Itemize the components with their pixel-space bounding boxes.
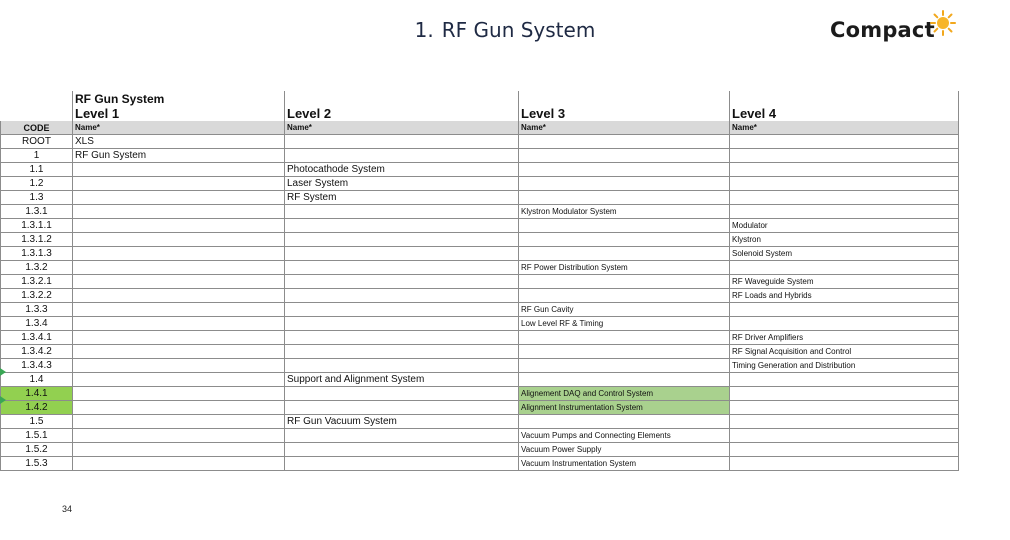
wbs-name-cell-l3	[519, 191, 730, 205]
table-row	[1, 401, 959, 415]
wbs-name-cell-l4	[730, 415, 959, 429]
wbs-name-cell-l2	[285, 149, 519, 163]
table-row	[1, 135, 959, 149]
wbs-name-cell-l1	[73, 373, 285, 387]
wbs-name-cell-l1	[73, 415, 285, 429]
wbs-name-cell-l2	[285, 233, 519, 247]
wbs-name-cell-l1	[73, 205, 285, 219]
wbs-name-cell-l4	[730, 261, 959, 275]
wbs-name-cell-l4	[730, 373, 959, 387]
wbs-code-cell: 1.3.4.2	[1, 345, 73, 359]
wbs-code-cell: 1.3.4	[1, 317, 73, 331]
table-row	[1, 177, 959, 191]
wbs-name-cell-l1	[73, 359, 285, 373]
name-header-level-3: Name*	[519, 121, 730, 135]
table-row	[1, 233, 959, 247]
wbs-name-cell-l2	[285, 387, 519, 401]
wbs-name-cell-l2	[285, 401, 519, 415]
wbs-code-cell: 1.4.2	[1, 401, 73, 415]
code-header: CODE	[1, 121, 73, 135]
wbs-name-cell-l2	[285, 219, 519, 233]
wbs-name-cell-l4: RF Waveguide System	[730, 275, 959, 289]
wbs-code-cell: 1.4	[1, 373, 73, 387]
wbs-name-cell-l3	[519, 135, 730, 149]
wbs-name-cell-l3	[519, 289, 730, 303]
table-row	[1, 443, 959, 457]
wbs-name-cell-l3: Alignement DAQ and Control System	[519, 387, 730, 401]
wbs-name-cell-l3	[519, 275, 730, 289]
wbs-name-cell-l4	[730, 429, 959, 443]
wbs-code-cell: 1.3.1.3	[1, 247, 73, 261]
wbs-code-cell: 1.1	[1, 163, 73, 177]
wbs-name-cell-l1	[73, 177, 285, 191]
wbs-code-cell: 1.3.2.1	[1, 275, 73, 289]
wbs-name-cell-l3	[519, 163, 730, 177]
wbs-name-cell-l4	[730, 163, 959, 177]
table-row	[1, 191, 959, 205]
table-row	[1, 373, 959, 387]
wbs-name-cell-l3: Vacuum Power Supply	[519, 443, 730, 457]
wbs-name-cell-l2	[285, 443, 519, 457]
wbs-name-cell-l1	[73, 163, 285, 177]
wbs-name-cell-l2	[285, 359, 519, 373]
system-title-row	[1, 91, 959, 106]
wbs-name-cell-l3	[519, 247, 730, 261]
wbs-name-cell-l4	[730, 205, 959, 219]
wbs-name-cell-l2: Support and Alignment System	[285, 373, 519, 387]
wbs-name-cell-l2	[285, 317, 519, 331]
wbs-code-cell: 1.3.1.1	[1, 219, 73, 233]
wbs-name-cell-l1	[73, 261, 285, 275]
table-row	[1, 247, 959, 261]
table-row	[1, 289, 959, 303]
wbs-name-cell-l4	[730, 191, 959, 205]
wbs-name-cell-l1: XLS	[73, 135, 285, 149]
wbs-name-cell-l1	[73, 345, 285, 359]
name-header-level-1: Name*	[73, 121, 285, 135]
wbs-name-cell-l1	[73, 247, 285, 261]
wbs-name-cell-l1	[73, 387, 285, 401]
table-row	[1, 457, 959, 471]
wbs-name-cell-l3	[519, 219, 730, 233]
wbs-name-cell-l4	[730, 443, 959, 457]
wbs-name-cell-l3	[519, 415, 730, 429]
wbs-name-cell-l2	[285, 205, 519, 219]
wbs-name-cell-l1	[73, 219, 285, 233]
table-row	[1, 429, 959, 443]
wbs-spreadsheet	[0, 91, 958, 469]
wbs-name-cell-l2	[285, 457, 519, 471]
table-row	[1, 205, 959, 219]
wbs-name-cell-l1	[73, 443, 285, 457]
wbs-name-cell-l4	[730, 149, 959, 163]
wbs-name-cell-l3: RF Gun Cavity	[519, 303, 730, 317]
wbs-name-cell-l2	[285, 261, 519, 275]
table-row	[1, 331, 959, 345]
wbs-code-cell: 1.3.4.3	[1, 359, 73, 373]
wbs-name-cell-l3	[519, 345, 730, 359]
wbs-name-cell-l3: Alignment Instrumentation System	[519, 401, 730, 415]
wbs-code-cell: 1.2	[1, 177, 73, 191]
wbs-code-cell: 1.5.3	[1, 457, 73, 471]
slide-title-number: 1.	[414, 18, 434, 42]
wbs-code-cell: 1.3.1	[1, 205, 73, 219]
wbs-name-cell-l1	[73, 429, 285, 443]
wbs-name-cell-l2: RF System	[285, 191, 519, 205]
field-header-row	[1, 121, 959, 135]
wbs-name-cell-l1	[73, 233, 285, 247]
wbs-code-cell: 1.3.2.2	[1, 289, 73, 303]
level-2-header: Level 2	[285, 106, 519, 121]
wbs-name-cell-l3: Vacuum Pumps and Connecting Elements	[519, 429, 730, 443]
wbs-name-cell-l3: Low Level RF & Timing	[519, 317, 730, 331]
wbs-code-cell: 1.3.4.1	[1, 331, 73, 345]
wbs-code-cell: 1.3.1.2	[1, 233, 73, 247]
wbs-name-cell-l4: RF Signal Acquisition and Control	[730, 345, 959, 359]
wbs-name-cell-l3	[519, 373, 730, 387]
wbs-name-cell-l2	[285, 429, 519, 443]
wbs-name-cell-l2: RF Gun Vacuum System	[285, 415, 519, 429]
wbs-name-cell-l3	[519, 359, 730, 373]
wbs-name-cell-l4: RF Driver Amplifiers	[730, 331, 959, 345]
wbs-name-cell-l1	[73, 457, 285, 471]
table-row	[1, 219, 959, 233]
wbs-code-cell: 1.3.2	[1, 261, 73, 275]
name-header-level-4: Name*	[730, 121, 959, 135]
compact-logo	[830, 10, 956, 46]
table-row	[1, 303, 959, 317]
wbs-code-cell: 1.5	[1, 415, 73, 429]
wbs-name-cell-l3: Klystron Modulator System	[519, 205, 730, 219]
table-row	[1, 359, 959, 373]
table-row	[1, 345, 959, 359]
wbs-name-cell-l3: Vacuum Instrumentation System	[519, 457, 730, 471]
level-3-header: Level 3	[519, 106, 730, 121]
wbs-name-cell-l2	[285, 345, 519, 359]
level-4-header: Level 4	[730, 106, 959, 121]
wbs-name-cell-l2: Photocathode System	[285, 163, 519, 177]
wbs-name-cell-l1	[73, 275, 285, 289]
wbs-name-cell-l4: Modulator	[730, 219, 959, 233]
wbs-name-cell-l4	[730, 387, 959, 401]
logo-text: Compact	[830, 18, 935, 42]
table-row	[1, 149, 959, 163]
wbs-code-cell: 1.5.2	[1, 443, 73, 457]
wbs-name-cell-l2: Laser System	[285, 177, 519, 191]
table-row	[1, 387, 959, 401]
level-1-header: Level 1	[73, 106, 285, 121]
slide-title-text: RF Gun System	[441, 18, 596, 42]
table-row	[1, 261, 959, 275]
wbs-name-cell-l1	[73, 401, 285, 415]
wbs-name-cell-l2	[285, 331, 519, 345]
table-row	[1, 163, 959, 177]
table-row	[1, 317, 959, 331]
wbs-name-cell-l3: RF Power Distribution System	[519, 261, 730, 275]
wbs-code-cell: 1.4.1	[1, 387, 73, 401]
sun-icon	[930, 10, 956, 36]
wbs-name-cell-l1	[73, 303, 285, 317]
row-marker-icon	[0, 396, 6, 404]
wbs-code-cell: 1.3	[1, 191, 73, 205]
wbs-name-cell-l1	[73, 317, 285, 331]
wbs-name-cell-l4	[730, 401, 959, 415]
wbs-name-cell-l2	[285, 303, 519, 317]
wbs-table	[0, 91, 959, 471]
wbs-name-cell-l4	[730, 177, 959, 191]
wbs-name-cell-l4	[730, 457, 959, 471]
wbs-name-cell-l4: Timing Generation and Distribution	[730, 359, 959, 373]
table-row	[1, 275, 959, 289]
wbs-name-cell-l4	[730, 303, 959, 317]
wbs-name-cell-l3	[519, 177, 730, 191]
wbs-name-cell-l3	[519, 331, 730, 345]
wbs-name-cell-l4: Solenoid System	[730, 247, 959, 261]
row-marker-icon	[0, 368, 6, 376]
system-title: RF Gun System	[73, 91, 285, 106]
wbs-name-cell-l4: Klystron	[730, 233, 959, 247]
wbs-name-cell-l4	[730, 135, 959, 149]
wbs-name-cell-l2	[285, 275, 519, 289]
wbs-name-cell-l3	[519, 149, 730, 163]
wbs-code-cell: 1	[1, 149, 73, 163]
wbs-name-cell-l2	[285, 135, 519, 149]
wbs-name-cell-l2	[285, 289, 519, 303]
wbs-name-cell-l2	[285, 247, 519, 261]
wbs-code-cell: ROOT	[1, 135, 73, 149]
name-header-level-2: Name*	[285, 121, 519, 135]
wbs-name-cell-l1	[73, 289, 285, 303]
wbs-name-cell-l3	[519, 233, 730, 247]
wbs-name-cell-l4	[730, 317, 959, 331]
wbs-name-cell-l1	[73, 331, 285, 345]
wbs-code-cell: 1.3.3	[1, 303, 73, 317]
page-number: 34	[62, 504, 73, 514]
wbs-name-cell-l1	[73, 191, 285, 205]
wbs-name-cell-l1: RF Gun System	[73, 149, 285, 163]
wbs-name-cell-l4: RF Loads and Hybrids	[730, 289, 959, 303]
table-row	[1, 415, 959, 429]
level-header-row	[1, 106, 959, 121]
wbs-code-cell: 1.5.1	[1, 429, 73, 443]
